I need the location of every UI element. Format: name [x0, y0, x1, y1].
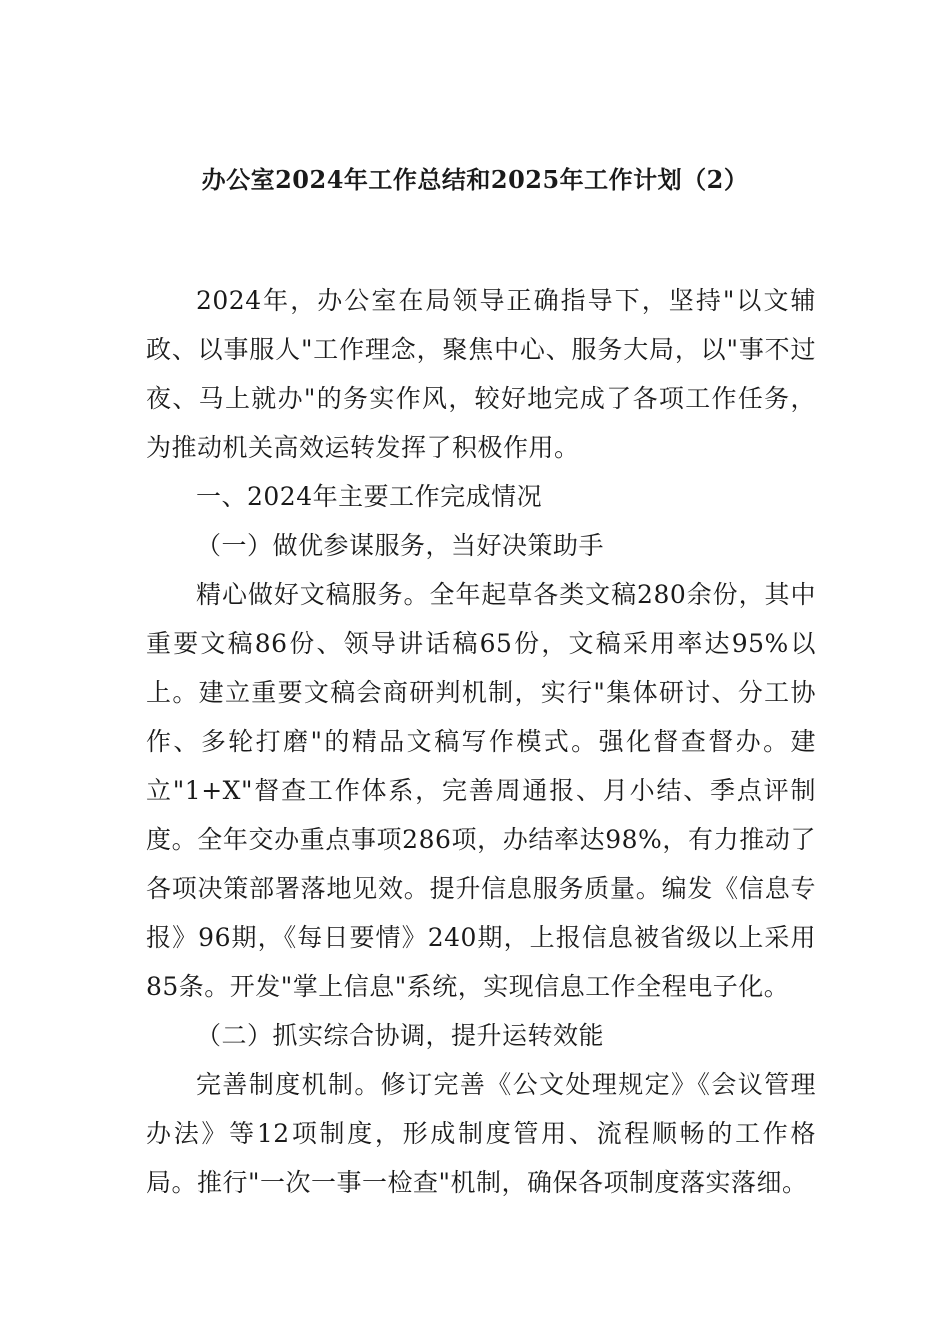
intro-paragraph: 2024年，办公室在局领导正确指导下，坚持"以文辅政、以事服人"工作理念，聚焦中心、服务大局，以"事不过夜、马上就办"的务实作风，较好地完成了各项工作任务，为推动机关高效运转发挥了积极作用。 [146, 286, 816, 462]
document-title: 办公室2024年工作总结和2025年工作计划（2） [201, 165, 749, 194]
subsection-heading-1: （一）做优参谋服务，当好决策助手 [196, 531, 605, 560]
document-body [146, 276, 816, 1207]
subsection-2-paragraph: 完善制度机制。修订完善《公文处理规定》《会议管理办法》等12项制度，形成制度管用、流程顺畅的工作格局。推行"一次一事一检查"机制，确保各项制度落实落细。 [146, 1070, 816, 1197]
subsection-heading-2: （二）抓实综合协调，提升运转效能 [196, 1021, 605, 1050]
subsection-1-paragraph: 精心做好文稿服务。全年起草各类文稿280余份，其中重要文稿86份、领导讲话稿65份，文稿采用率达95%以上。建立重要文稿会商研判机制，实行"集体研讨、分工协作、多轮打磨"的精品文稿写作模式。强化督查督办。建立"1+X"督查工作体系，完善周通报、月小结、季点评制度。全年交办重点事项286项，办结率达98%，有力推动了各项决策部署落地见效。提升信息服务质量。编发《信息专报》96期，《每日要情》240期，上报信息被省级以上采用85条。开发"掌上信息"系统，实现信息工作全程电子化。 [146, 580, 816, 1001]
section-heading-1: 一、2024年主要工作完成情况 [196, 482, 543, 511]
